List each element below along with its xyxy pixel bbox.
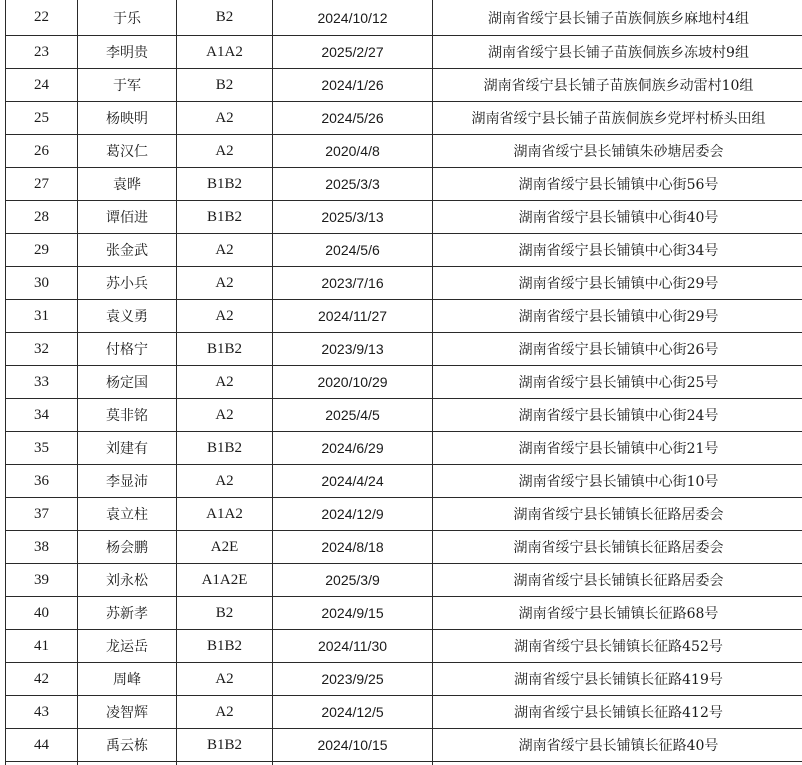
date-cell: 2025/3/9 bbox=[273, 564, 433, 597]
table-row bbox=[6, 267, 802, 300]
name-cell: 刘永松 bbox=[78, 564, 177, 597]
name-cell: 凌智辉 bbox=[78, 696, 177, 729]
table-row bbox=[6, 366, 802, 399]
row-number-cell: 22 bbox=[6, 0, 78, 36]
name-cell: 袁义勇 bbox=[78, 300, 177, 333]
name-cell: 李明贵 bbox=[78, 36, 177, 69]
table-row bbox=[6, 465, 802, 498]
name-cell: 莫非铭 bbox=[78, 399, 177, 432]
name-cell: 苏新孝 bbox=[78, 597, 177, 630]
row-number-cell: 40 bbox=[6, 597, 78, 630]
address-cell: 湖南省绥宁县长铺镇长征路居委会 bbox=[433, 564, 802, 597]
name-cell: 袁晔 bbox=[78, 168, 177, 201]
table-row bbox=[6, 69, 802, 102]
row-number-cell: 43 bbox=[6, 696, 78, 729]
address-cell: 湖南省绥宁县长铺镇中心街21号 bbox=[433, 432, 802, 465]
row-number-cell: 25 bbox=[6, 102, 78, 135]
address-cell bbox=[433, 762, 802, 765]
row-number-cell: 38 bbox=[6, 531, 78, 564]
table-row bbox=[6, 729, 802, 762]
license-class-cell bbox=[177, 762, 273, 765]
row-number-cell: 42 bbox=[6, 663, 78, 696]
table-row bbox=[6, 399, 802, 432]
address-cell: 湖南省绥宁县长铺镇中心街34号 bbox=[433, 234, 802, 267]
address-cell: 湖南省绥宁县长铺镇长征路412号 bbox=[433, 696, 802, 729]
table-row bbox=[6, 333, 802, 366]
name-cell: 付格宁 bbox=[78, 333, 177, 366]
row-number-cell: 41 bbox=[6, 630, 78, 663]
row-number-cell: 37 bbox=[6, 498, 78, 531]
name-cell: 于军 bbox=[78, 69, 177, 102]
date-cell: 2025/4/5 bbox=[273, 399, 433, 432]
address-cell: 湖南省绥宁县长铺镇中心街29号 bbox=[433, 267, 802, 300]
date-cell: 2024/10/15 bbox=[273, 729, 433, 762]
license-class-cell: A2 bbox=[177, 465, 273, 498]
row-number-cell: 39 bbox=[6, 564, 78, 597]
table-row bbox=[6, 564, 802, 597]
name-cell: 谭佰进 bbox=[78, 201, 177, 234]
name-cell: 苏小兵 bbox=[78, 267, 177, 300]
row-number-cell: 34 bbox=[6, 399, 78, 432]
date-cell: 2024/11/30 bbox=[273, 630, 433, 663]
license-class-cell: A2 bbox=[177, 663, 273, 696]
address-cell: 湖南省绥宁县长铺子苗族侗族乡冻坡村9组 bbox=[433, 36, 802, 69]
name-cell: 杨定国 bbox=[78, 366, 177, 399]
license-class-cell: A2 bbox=[177, 135, 273, 168]
table-row bbox=[6, 630, 802, 663]
address-cell: 湖南省绥宁县长铺镇中心街26号 bbox=[433, 333, 802, 366]
date-cell: 2023/9/25 bbox=[273, 663, 433, 696]
name-cell: 张金武 bbox=[78, 234, 177, 267]
row-number-cell: 33 bbox=[6, 366, 78, 399]
row-number-cell bbox=[6, 762, 78, 765]
address-cell: 湖南省绥宁县长铺镇长征路居委会 bbox=[433, 498, 802, 531]
row-number-cell: 26 bbox=[6, 135, 78, 168]
row-number-cell: 32 bbox=[6, 333, 78, 366]
row-number-cell: 30 bbox=[6, 267, 78, 300]
name-cell: 杨映明 bbox=[78, 102, 177, 135]
name-cell bbox=[78, 762, 177, 765]
address-cell: 湖南省绥宁县长铺镇长征路68号 bbox=[433, 597, 802, 630]
table-row bbox=[6, 234, 802, 267]
license-class-cell: B2 bbox=[177, 69, 273, 102]
row-number-cell: 27 bbox=[6, 168, 78, 201]
license-class-cell: B2 bbox=[177, 0, 273, 36]
row-number-cell: 36 bbox=[6, 465, 78, 498]
address-cell: 湖南省绥宁县长铺镇长征路40号 bbox=[433, 729, 802, 762]
name-cell: 于乐 bbox=[78, 0, 177, 36]
license-class-cell: B1B2 bbox=[177, 201, 273, 234]
date-cell: 2024/5/26 bbox=[273, 102, 433, 135]
license-class-cell: B1B2 bbox=[177, 432, 273, 465]
table-row bbox=[6, 201, 802, 234]
license-class-cell: A1A2 bbox=[177, 498, 273, 531]
table-row bbox=[6, 597, 802, 630]
name-cell: 刘建有 bbox=[78, 432, 177, 465]
address-cell: 湖南省绥宁县长铺镇中心街25号 bbox=[433, 366, 802, 399]
date-cell: 2024/8/18 bbox=[273, 531, 433, 564]
row-number-cell: 23 bbox=[6, 36, 78, 69]
date-cell: 2020/10/29 bbox=[273, 366, 433, 399]
license-class-cell: A2 bbox=[177, 267, 273, 300]
license-class-cell: A2 bbox=[177, 696, 273, 729]
date-cell: 2020/4/8 bbox=[273, 135, 433, 168]
table-row bbox=[6, 300, 802, 333]
address-cell: 湖南省绥宁县长铺镇中心街29号 bbox=[433, 300, 802, 333]
name-cell: 周峰 bbox=[78, 663, 177, 696]
date-cell: 2024/12/5 bbox=[273, 696, 433, 729]
name-cell: 葛汉仁 bbox=[78, 135, 177, 168]
row-number-cell: 31 bbox=[6, 300, 78, 333]
license-class-cell: B1B2 bbox=[177, 168, 273, 201]
name-cell: 李显沛 bbox=[78, 465, 177, 498]
address-cell: 湖南省绥宁县长铺镇中心街40号 bbox=[433, 201, 802, 234]
date-cell: 2025/3/3 bbox=[273, 168, 433, 201]
address-cell: 湖南省绥宁县长铺镇朱砂塘居委会 bbox=[433, 135, 802, 168]
roster-sheet bbox=[5, 0, 799, 765]
date-cell: 2023/9/13 bbox=[273, 333, 433, 366]
table-row bbox=[6, 168, 802, 201]
table-row bbox=[6, 135, 802, 168]
address-cell: 湖南省绥宁县长铺镇长征路419号 bbox=[433, 663, 802, 696]
name-cell: 龙运岳 bbox=[78, 630, 177, 663]
name-cell: 禹云栋 bbox=[78, 729, 177, 762]
roster-table-body bbox=[6, 0, 802, 765]
address-cell: 湖南省绥宁县长铺子苗族侗族乡麻地村4组 bbox=[433, 0, 802, 36]
address-cell: 湖南省绥宁县长铺镇长征路居委会 bbox=[433, 531, 802, 564]
license-class-cell: B1B2 bbox=[177, 630, 273, 663]
license-class-cell: B1B2 bbox=[177, 729, 273, 762]
table-row-partial bbox=[6, 762, 802, 765]
date-cell: 2025/3/13 bbox=[273, 201, 433, 234]
date-cell: 2023/7/16 bbox=[273, 267, 433, 300]
name-cell: 杨会鹏 bbox=[78, 531, 177, 564]
row-number-cell: 35 bbox=[6, 432, 78, 465]
row-number-cell: 29 bbox=[6, 234, 78, 267]
address-cell: 湖南省绥宁县长铺镇中心街24号 bbox=[433, 399, 802, 432]
license-class-cell: A2 bbox=[177, 399, 273, 432]
roster-table bbox=[5, 0, 802, 765]
address-cell: 湖南省绥宁县长铺镇中心街10号 bbox=[433, 465, 802, 498]
row-number-cell: 24 bbox=[6, 69, 78, 102]
table-row bbox=[6, 0, 802, 36]
date-cell bbox=[273, 762, 433, 765]
license-class-cell: A2 bbox=[177, 366, 273, 399]
license-class-cell: A1A2 bbox=[177, 36, 273, 69]
date-cell: 2024/10/12 bbox=[273, 0, 433, 36]
table-row bbox=[6, 498, 802, 531]
date-cell: 2024/4/24 bbox=[273, 465, 433, 498]
license-class-cell: B1B2 bbox=[177, 333, 273, 366]
date-cell: 2025/2/27 bbox=[273, 36, 433, 69]
date-cell: 2024/11/27 bbox=[273, 300, 433, 333]
row-number-cell: 44 bbox=[6, 729, 78, 762]
license-class-cell: A2E bbox=[177, 531, 273, 564]
date-cell: 2024/6/29 bbox=[273, 432, 433, 465]
row-number-cell: 28 bbox=[6, 201, 78, 234]
table-row bbox=[6, 696, 802, 729]
address-cell: 湖南省绥宁县长铺子苗族侗族乡党坪村桥头田组 bbox=[433, 102, 802, 135]
license-class-cell: A1A2E bbox=[177, 564, 273, 597]
date-cell: 2024/1/26 bbox=[273, 69, 433, 102]
license-class-cell: B2 bbox=[177, 597, 273, 630]
date-cell: 2024/12/9 bbox=[273, 498, 433, 531]
license-class-cell: A2 bbox=[177, 234, 273, 267]
table-row bbox=[6, 531, 802, 564]
address-cell: 湖南省绥宁县长铺镇长征路452号 bbox=[433, 630, 802, 663]
license-class-cell: A2 bbox=[177, 300, 273, 333]
name-cell: 袁立柱 bbox=[78, 498, 177, 531]
table-row bbox=[6, 102, 802, 135]
date-cell: 2024/9/15 bbox=[273, 597, 433, 630]
table-row bbox=[6, 663, 802, 696]
license-class-cell: A2 bbox=[177, 102, 273, 135]
address-cell: 湖南省绥宁县长铺子苗族侗族乡动雷村10组 bbox=[433, 69, 802, 102]
table-row bbox=[6, 36, 802, 69]
address-cell: 湖南省绥宁县长铺镇中心街56号 bbox=[433, 168, 802, 201]
table-row bbox=[6, 432, 802, 465]
date-cell: 2024/5/6 bbox=[273, 234, 433, 267]
